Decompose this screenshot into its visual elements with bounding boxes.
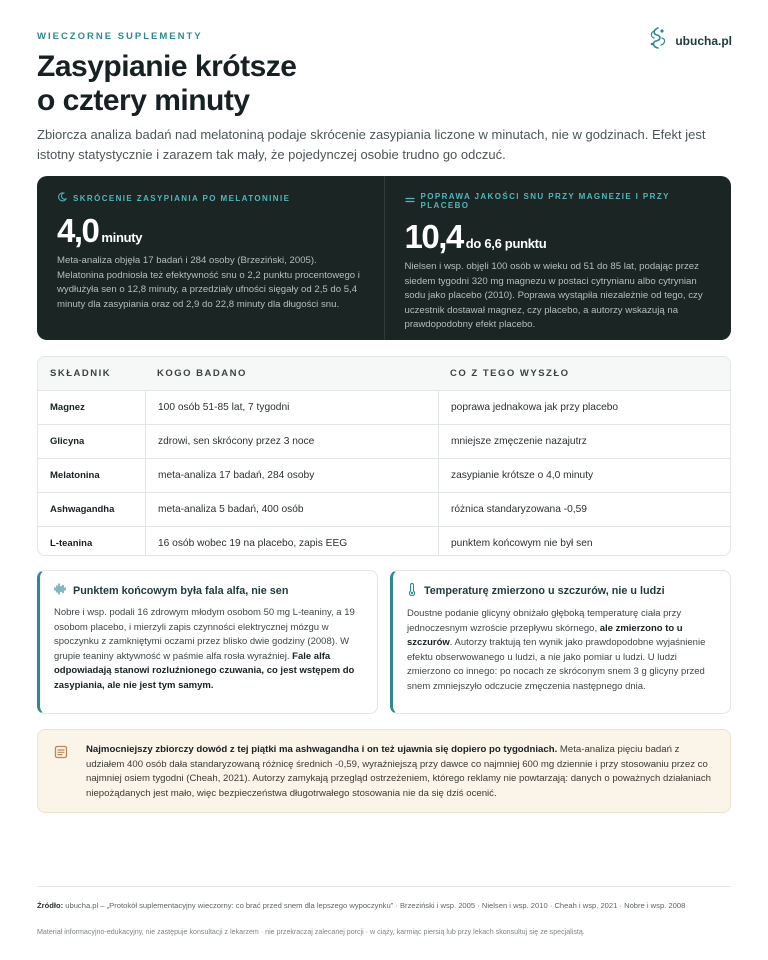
column-header-result: CO Z TEGO WYSZŁO — [450, 368, 570, 379]
table-row — [38, 424, 730, 458]
stat-label-text: POPRAWA JAKOŚCI SNU PRZY MAGNEZIE I PRZY PLACEBO — [420, 192, 670, 210]
card-text — [54, 606, 363, 693]
card-title: Punktem końcowym była fala alfa, nie sen — [73, 584, 289, 597]
card-text-after: . Autorzy traktują ten wynik jako prawdopodobne wyjaśnienie efektu obserwowanego u ludzi, a nie jako pomiar u ludzi. U ludzi zmierzono co innego: po nocach ze skróconym snem 3 g glicyny przed snem zmniejszyło odczucie zmęczenia następnego dnia. — [407, 637, 706, 692]
note-text — [86, 743, 712, 801]
title-line-1: Zasypianie krótsze — [37, 50, 297, 83]
cell-ingredient: Glicyna — [50, 436, 85, 447]
stat-unit: do 6,6 punktu — [465, 236, 547, 251]
footer-divider — [37, 886, 731, 887]
stat-description: Meta-analiza objęła 17 badań i 284 osoby (Brzeziński, 2005). Melatonina podniosła też efektywność snu o 2,2 punktu procentowego i wydłużyła sen o 12,8 minuty, a przedziały ufności sięgały od 2,5 do 5,4 minuty dla zasypiania oraz od 2,9 do 22,8 minuty dla długości snu. — [57, 255, 360, 310]
thermometer-icon — [407, 583, 417, 599]
cell-who: meta-analiza 17 badań, 284 osoby — [145, 459, 438, 492]
brand[interactable] — [647, 26, 732, 55]
card-text-bold: ale zmierzono to u szczurów — [407, 622, 683, 648]
eyebrow-label: WIECZORNE SUPLEMENTY — [37, 31, 203, 42]
table-row — [38, 458, 730, 492]
cell-who: zdrowi, sen skrócony przez 3 noce — [145, 425, 438, 458]
brand-logo-icon — [647, 26, 669, 55]
cell-result: różnica standaryzowana -0,59 — [438, 493, 730, 526]
stat-label-text: SKRÓCENIE ZASYPIANIA PO MELATONINIE — [73, 193, 291, 203]
cell-ingredient: Ashwagandha — [50, 504, 115, 515]
table-row — [38, 390, 730, 424]
cell-ingredient: Magnez — [50, 402, 85, 413]
note-text-bold: Najmocniejszy zbiorczy dowód z tej piątki ma ashwagandha i on też ujawnia się dopiero po tygodniach. — [86, 744, 558, 755]
brand-name: ubucha.pl — [675, 33, 732, 48]
cell-result: mniejsze zmęczenie nazajutrz — [438, 425, 730, 458]
stat-melatonin — [37, 176, 384, 340]
table-header-row — [38, 357, 730, 390]
table-row — [38, 526, 730, 556]
supplements-table — [37, 356, 731, 556]
stat-label — [57, 192, 364, 204]
stat-magnesium — [384, 176, 732, 340]
card-heading — [54, 583, 363, 598]
cell-result: zasypianie krótsze o 4,0 minuty — [438, 459, 730, 492]
card-alpha-wave — [37, 570, 378, 714]
title-line-2: o cztery minuty — [37, 84, 250, 117]
card-text-bold: Fale alfa odpowiadają stanowi rozluźnionego czuwania, co jest wstępem do zasypiania, ale nie jest tym samym. — [54, 650, 355, 691]
column-header-ingredient: SKŁADNIK — [50, 368, 112, 379]
source-label: Źródło: — [37, 901, 64, 910]
stat-unit: minuty — [101, 230, 143, 245]
column-header-who: KOGO BADANO — [157, 368, 247, 379]
equals-icon — [405, 195, 415, 207]
card-title: Temperaturę zmierzono u szczurów, nie u ludzi — [424, 585, 665, 597]
stat-description: Nielsen i wsp. objęli 100 osób w wieku od 51 do 85 lat, podając przez siedem tygodni 320 mg magnezu w postaci cytrynianu albo cytrynian sodu jako placebo (2010). Poprawa wystąpiła niezależnie od tego, czy uczestnik dostawał magnez, czy placebo, a autorzy wskazują na prawdopodobny efekt placebo. — [404, 261, 703, 331]
document-icon — [54, 745, 68, 764]
card-text-plain: Nobre i wsp. podali 16 zdrowym młodym osobom 50 mg L-teaniny, a 19 osobom placebo, i mierzyli zapis czynności elektrycznej mózgu w spoczynku z zamkniętymi oczami przez blisko dwie godziny (2008). W grupie teaniny aktywność w paśmie alfa rosła wyraźniej. — [54, 607, 355, 662]
cell-ingredient: L-teanina — [50, 538, 93, 549]
stat-value — [57, 212, 364, 250]
cell-ingredient: Melatonina — [50, 470, 100, 481]
table-row — [38, 492, 730, 526]
source-line — [37, 900, 731, 912]
card-text — [407, 607, 716, 694]
card-heading — [407, 583, 716, 599]
card-text-plain: Doustne podanie glicyny obniżało głęboką temperaturę ciała przy jednoczesnym wzroście przepływu skórnego, — [407, 608, 682, 634]
cell-who: meta-analiza 5 badań, 400 osób — [145, 493, 438, 526]
moon-icon — [57, 192, 67, 204]
cell-result: punktem końcowym nie był sen — [438, 527, 730, 556]
cell-who: 100 osób 51-85 lat, 7 tygodni — [145, 391, 438, 424]
stat-number: 10,4 — [404, 218, 463, 255]
stat-label — [405, 192, 712, 210]
stats-panel — [37, 176, 731, 340]
cell-result: poprawa jednakowa jak przy placebo — [438, 391, 730, 424]
lead-paragraph: Zbiorcza analiza badań nad melatoniną podaje skrócenie zasypiania liczone w minutach, nie w godzinach. Efekt jest istotny statystycznie i zarazem tak mały, że pojedynczej osobie trudno go odczuć. — [37, 127, 706, 162]
page-title — [37, 50, 457, 118]
stat-value — [405, 218, 712, 256]
cell-who: 16 osób wobec 19 na placebo, zapis EEG — [145, 527, 438, 556]
note-text-plain: Meta-analiza pięciu badań z udziałem 400 osób dała standaryzowaną różnicę średnich -0,59, wyraźniejszą przy dawce co najmniej 600 mg dziennie i przy stosowaniu przez co najmniej osiem tygodni (Cheah, 2021). Autorzy zamykają przegląd ostrzeżeniem, którego reklamy nie powtarzają: danych o poważnych działaniach niepożądanych jest mało, więc bezpieczeństwa długotrwałego stosowania nie da się dziś ocenić. — [86, 744, 711, 799]
stat-number: 4,0 — [57, 212, 99, 249]
card-temperature — [390, 570, 731, 714]
source-text: ubucha.pl – „Protokół suplementacyjny wieczorny: co brać przed snem dla lepszego wypoczynku” · Brzeziński i wsp. 2005 · Nielsen i wsp. 2010 · Cheah i wsp. 2021 · Nobre i wsp. 2008 — [63, 901, 686, 910]
disclaimer: Materiał informacyjno-edukacyjny, nie zastępuje konsultacji z lekarzem · nie przekraczaj zalecanej porcji · w ciąży, karmiąc piersią lub przy lekach skonsultuj się ze specjalistą. — [37, 928, 585, 936]
ashwagandha-note — [37, 729, 731, 813]
waveform-icon — [54, 583, 66, 598]
